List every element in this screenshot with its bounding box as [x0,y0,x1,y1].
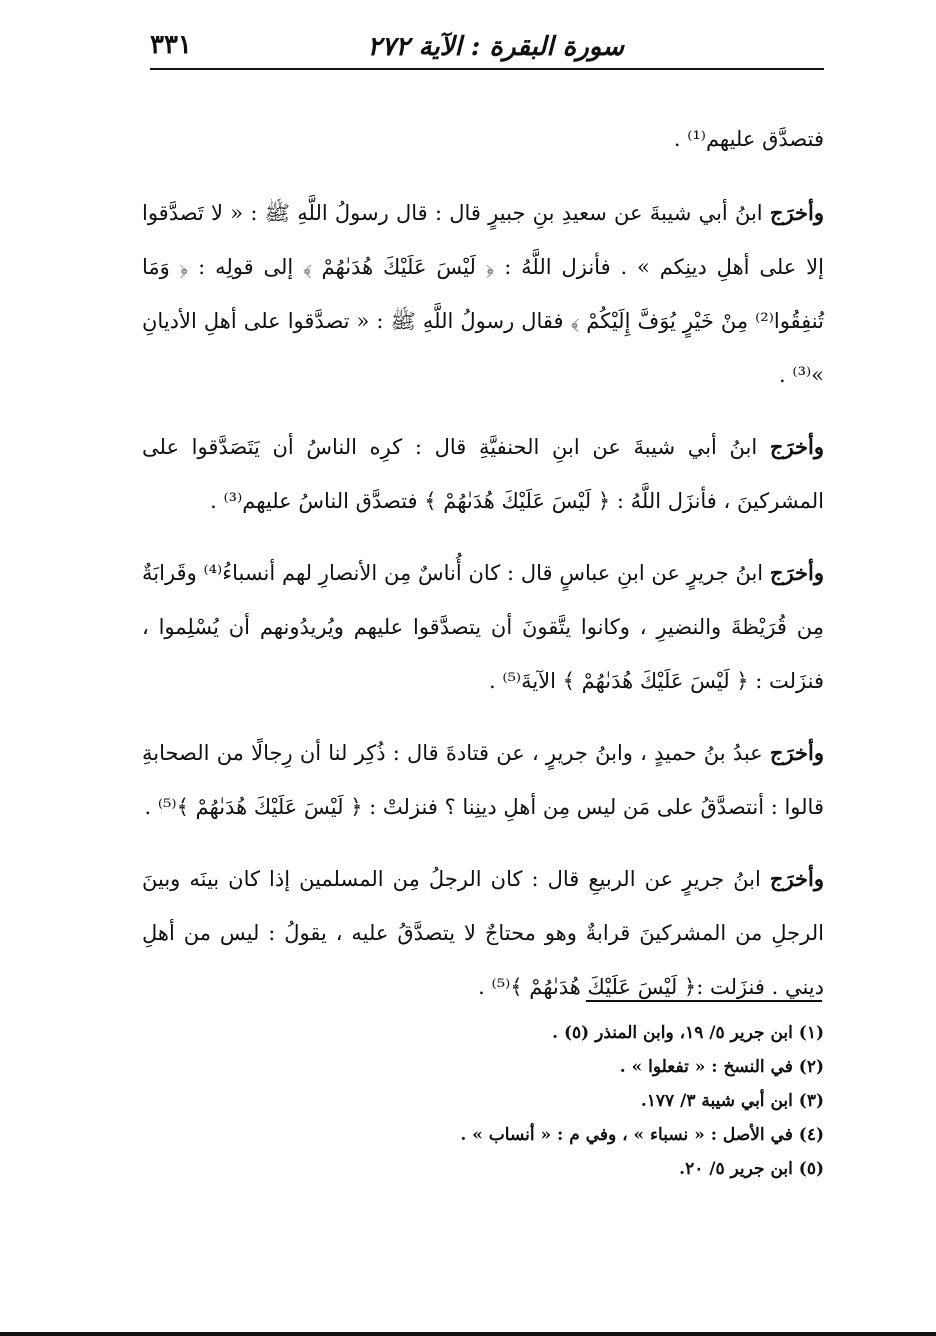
page-bottom-edge [0,1332,936,1336]
paragraph-lead: وأخرَج [769,866,824,891]
paragraph-4 [142,546,824,708]
paragraph-3 [142,420,824,528]
paragraph-5 [142,726,824,834]
footnote-2: (٢) في النسخ : « تفعلوا » . [619,1057,824,1077]
footnote-1: (١) ابن جرير ٥/ ١٩، وابن المنذر (٥) . [552,1023,824,1043]
paragraph-lead: وأخرَج [769,560,824,585]
paragraph-text: ابنُ جريرٍ عن ابنِ عباسٍ قال : كان أُناسٌ مِن الأنصارِ لهم أنسباءُ⁽⁴⁾ وقَرابَةٌ مِن قُرَيْظةَ والنضيرِ ، وكانوا يتَّقونَ أن يتصدَّقوا عليهم ويُريدُونهم أن يُسْلِموا ، فنزَلت : ﴿ لَيْسَ عَلَيْكَ هُدَىٰهُمْ ﴾ الآيةَ⁽⁵⁾ . [142,561,824,693]
paragraph-2 [142,186,824,402]
footnotes [360,1016,824,1186]
paragraph-text: ابنُ جريرٍ عن الربيعِ قال : كان الرجلُ مِن المسلمين إذا كان بينَه وبينَ الرجلِ من المشركينَ قرابةٌ وهو محتاجٌ لا يتصدَّقُ عليه ، يقولُ : ليس من أهلِ ديني . فنزَلت :﴿ لَيْسَ عَلَيْكَ هُدَىٰهُمْ ﴾⁽⁵⁾ . [142,867,824,999]
footnote-5: (٥) ابن جرير ٥/ ٢٠. [679,1159,824,1179]
paragraph-lead: وأخرَج [769,434,824,459]
running-title: سورة البقرة : الآية ٢٧٢ [367,32,624,62]
paragraph-text: ابنُ أبي شيبةَ عن ابنِ الحنفيَّةِ قال : كرِه الناسُ أن يَتَصَدَّقوا على المشركينَ ، فأنزَل اللَّهُ : ﴿ لَيْسَ عَلَيْكَ هُدَىٰهُمْ ﴾ فتصدَّق الناسُ عليهم⁽³⁾ . [142,435,824,513]
footnote-3: (٣) ابن أبي شيبة ٣/ ١٧٧. [640,1091,824,1111]
page-number: ٣٣١ [150,30,192,60]
paragraph-lead: وأخرَج [769,740,824,765]
main-text [142,112,824,1032]
page-header [150,28,824,70]
paragraph-text: ابنُ أبي شيبةَ عن سعيدِ بنِ جبيرٍ قال : قال رسولُ اللَّهِ ﷺ : « لا تَصدَّقوا إلا على أهلِ دينِكم » . فأنزل اللَّهُ : ﴿ لَيْسَ عَلَيْكَ هُدَىٰهُمْ ﴾ إلى قولِه : ﴿ وَمَا تُنفِقُوا⁽²⁾ مِنْ خَيْرٍ يُوَفَّ إِلَيْكُمْ ﴾ فقال رسولُ اللَّهِ ﷺ : « تصدَّقوا على أهلِ الأديانِ »⁽³⁾ . [142,201,824,387]
paragraph-lead: وأخرَج [769,200,824,225]
paragraph-text: فتصدَّق عليهم⁽¹⁾ . [673,127,824,151]
paragraph-6 [142,852,824,1014]
footnote-divider [586,1000,822,1002]
footnote-4: (٤) في الأصل : « نسباء » ، وفي م : « أنساب » . [460,1125,824,1145]
paragraph-1 [142,112,824,166]
paragraph-text: عبدُ بنُ حميدٍ ، وابنُ جريرٍ ، عن قتادةَ قال : ذُكِر لنا أن رِجالًا من الصحابةِ قالوا : أنتصدَّقُ على مَن ليس مِن أهلِ دينِنا ؟ فنزلتْ : ﴿ لَيْسَ عَلَيْكَ هُدَىٰهُمْ ﴾⁽⁵⁾ . [142,741,824,819]
